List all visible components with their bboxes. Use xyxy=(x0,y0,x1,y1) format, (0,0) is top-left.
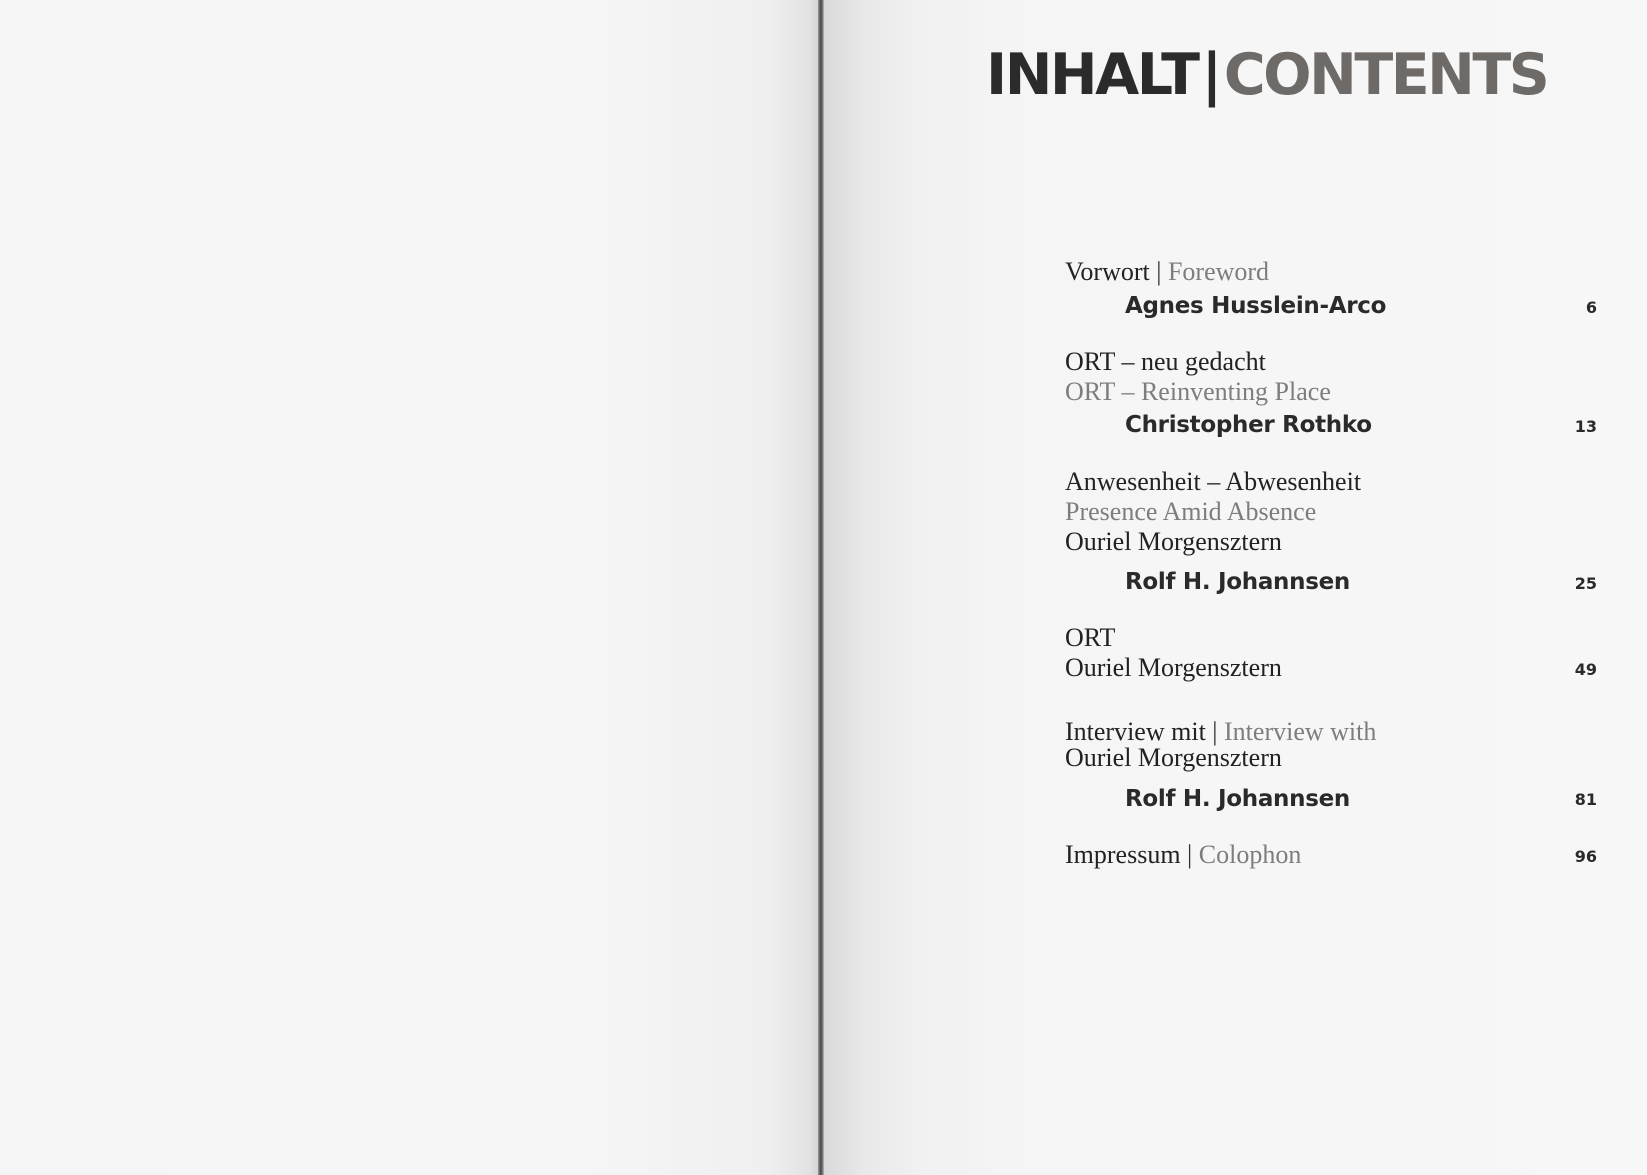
entry-subject: Ouriel Morgensztern xyxy=(1065,743,1282,772)
toc-entry-title[interactable] xyxy=(1065,257,1269,287)
entry-page-number: 96 xyxy=(1574,847,1597,866)
entry-title[interactable]: ORT xyxy=(1065,623,1116,652)
entry-author: Agnes Husslein-Arco xyxy=(1125,293,1387,319)
entry-author: Christopher Rothko xyxy=(1125,412,1372,438)
entry-title-english: Interview with xyxy=(1224,717,1377,746)
toc-entry-title[interactable] xyxy=(1065,840,1301,870)
entry-title-german: Vorwort xyxy=(1065,257,1150,286)
entry-title-german: Interview mit xyxy=(1065,717,1206,746)
entry-title-english[interactable]: Presence Amid Absence xyxy=(1065,497,1317,526)
entry-title-separator: | xyxy=(1212,717,1218,746)
entry-page-number: 13 xyxy=(1574,417,1597,436)
page-title xyxy=(986,40,1547,110)
entry-page-number: 81 xyxy=(1574,790,1597,809)
title-german: INHALT xyxy=(986,42,1198,108)
entry-title-separator: | xyxy=(1187,840,1193,869)
entry-author: Rolf H. Johannsen xyxy=(1125,786,1350,812)
entry-subject: Ouriel Morgensztern xyxy=(1065,653,1282,682)
entry-author: Rolf H. Johannsen xyxy=(1125,569,1350,595)
entry-page-number: 49 xyxy=(1574,660,1597,679)
title-separator: | xyxy=(1201,42,1220,108)
title-english: CONTENTS xyxy=(1223,42,1548,108)
entry-title-german[interactable]: ORT – neu gedacht xyxy=(1065,347,1266,376)
entry-title-german: Impressum xyxy=(1065,840,1181,869)
entry-title-english: Colophon xyxy=(1198,840,1302,869)
entry-subject: Ouriel Morgensztern xyxy=(1065,527,1282,556)
entry-title-german[interactable]: Anwesenheit – Abwesenheit xyxy=(1065,467,1362,496)
left-page-blank xyxy=(0,0,818,1175)
entry-page-number: 6 xyxy=(1585,298,1597,317)
entry-title-english[interactable]: ORT – Reinventing Place xyxy=(1065,377,1331,406)
entry-title-english: Foreword xyxy=(1167,257,1270,286)
entry-page-number: 25 xyxy=(1574,574,1597,593)
entry-title-separator: | xyxy=(1156,257,1162,286)
